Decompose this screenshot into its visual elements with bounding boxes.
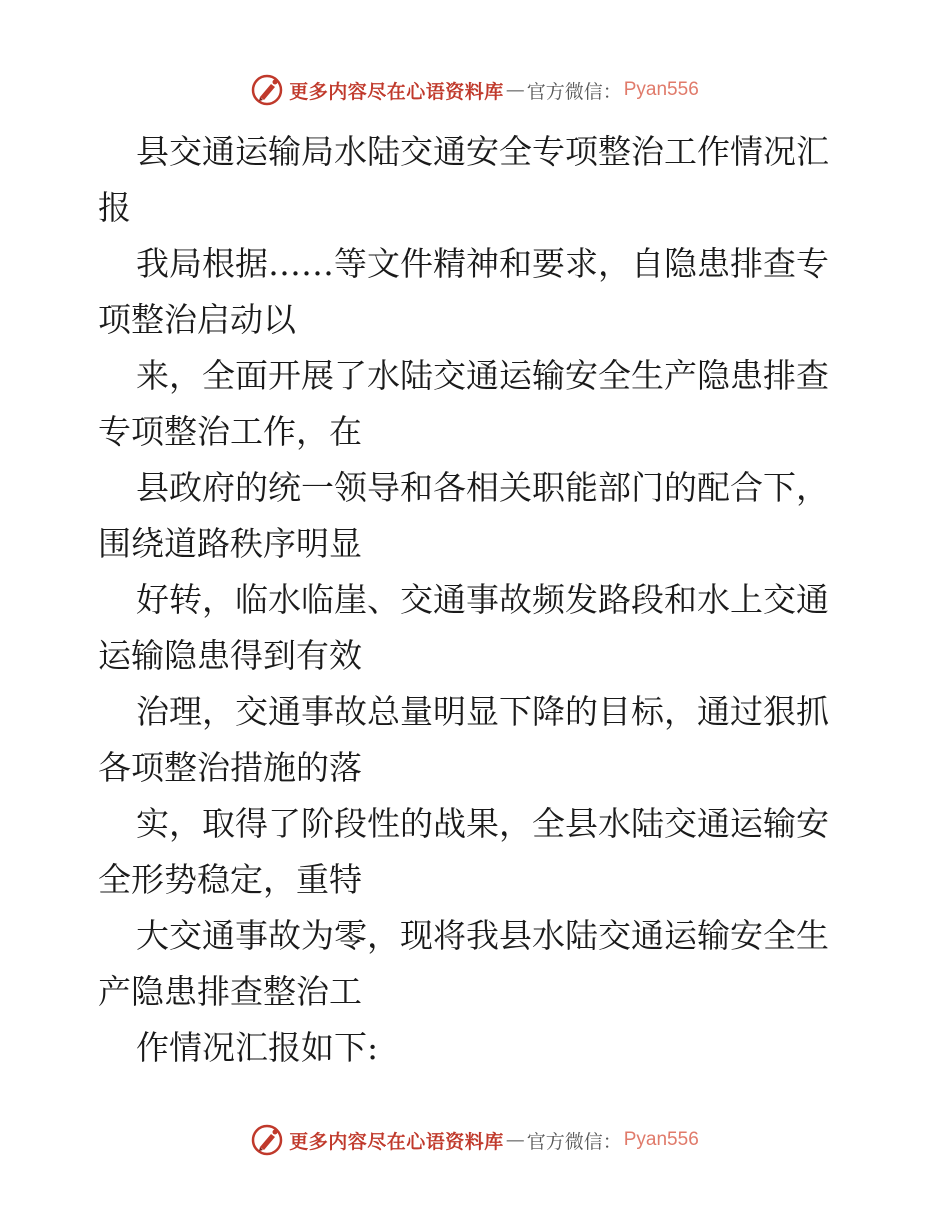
line-text: 我局根据……等文件精神和要求，自隐患排查专	[136, 244, 829, 283]
paragraph-line	[98, 684, 858, 796]
paragraph-line	[98, 908, 858, 1020]
line-wrap-text: 全形势稳定，重特	[98, 860, 362, 899]
paragraph-line	[98, 1020, 858, 1076]
line-text: 治理，交通事故总量明显下降的目标，通过狠抓	[136, 692, 829, 731]
watermark-dash: —	[505, 1129, 525, 1151]
line-wrap-text: 各项整治措施的落	[98, 748, 362, 787]
line-text: 实，取得了阶段性的战果，全县水陆交通运输安	[136, 804, 829, 843]
paragraph-line	[98, 348, 858, 460]
line-text: 来，全面开展了水陆交通运输安全生产隐患排查	[136, 356, 829, 395]
line-text: 县交通运输局水陆交通安全专项整治工作情况汇	[136, 132, 829, 171]
watermark-brand: 更多内容尽在心语资料库	[289, 80, 504, 103]
header-watermark	[0, 72, 950, 108]
line-wrap-text: 报	[98, 188, 131, 227]
watermark-wechat-id: Pyan556	[623, 1129, 699, 1150]
line-wrap-text: 专项整治工作，在	[98, 412, 362, 451]
line-wrap-text: 围绕道路秩序明显	[98, 524, 362, 563]
watermark-wechat-id: Pyan556	[623, 79, 699, 100]
pen-logo-icon	[251, 74, 283, 106]
watermark-brand: 更多内容尽在心语资料库	[289, 1130, 504, 1153]
line-wrap-text: 项整治启动以	[98, 300, 296, 339]
pen-logo-icon	[251, 1124, 283, 1156]
line-text: 大交通事故为零，现将我县水陆交通运输安全生	[136, 916, 829, 955]
paragraph-line	[98, 460, 858, 572]
line-text: 好转，临水临崖、交通事故频发路段和水上交通	[136, 580, 829, 619]
watermark-wechat-label: 官方微信：	[526, 1130, 622, 1153]
line-text: 作情况汇报如下:	[136, 1028, 379, 1067]
paragraph-line	[98, 124, 858, 236]
line-wrap-text: 运输隐患得到有效	[98, 636, 362, 675]
paragraph-line	[98, 572, 858, 684]
watermark-wechat-label: 官方微信：	[526, 80, 622, 103]
line-text: 县政府的统一领导和各相关职能部门的配合下，	[136, 468, 829, 507]
line-wrap-text: 产隐患排查整治工	[98, 972, 362, 1011]
document-body	[98, 124, 858, 1076]
watermark-dash: —	[505, 79, 525, 101]
paragraph-line	[98, 236, 858, 348]
footer-watermark	[0, 1122, 950, 1158]
paragraph-line	[98, 796, 858, 908]
